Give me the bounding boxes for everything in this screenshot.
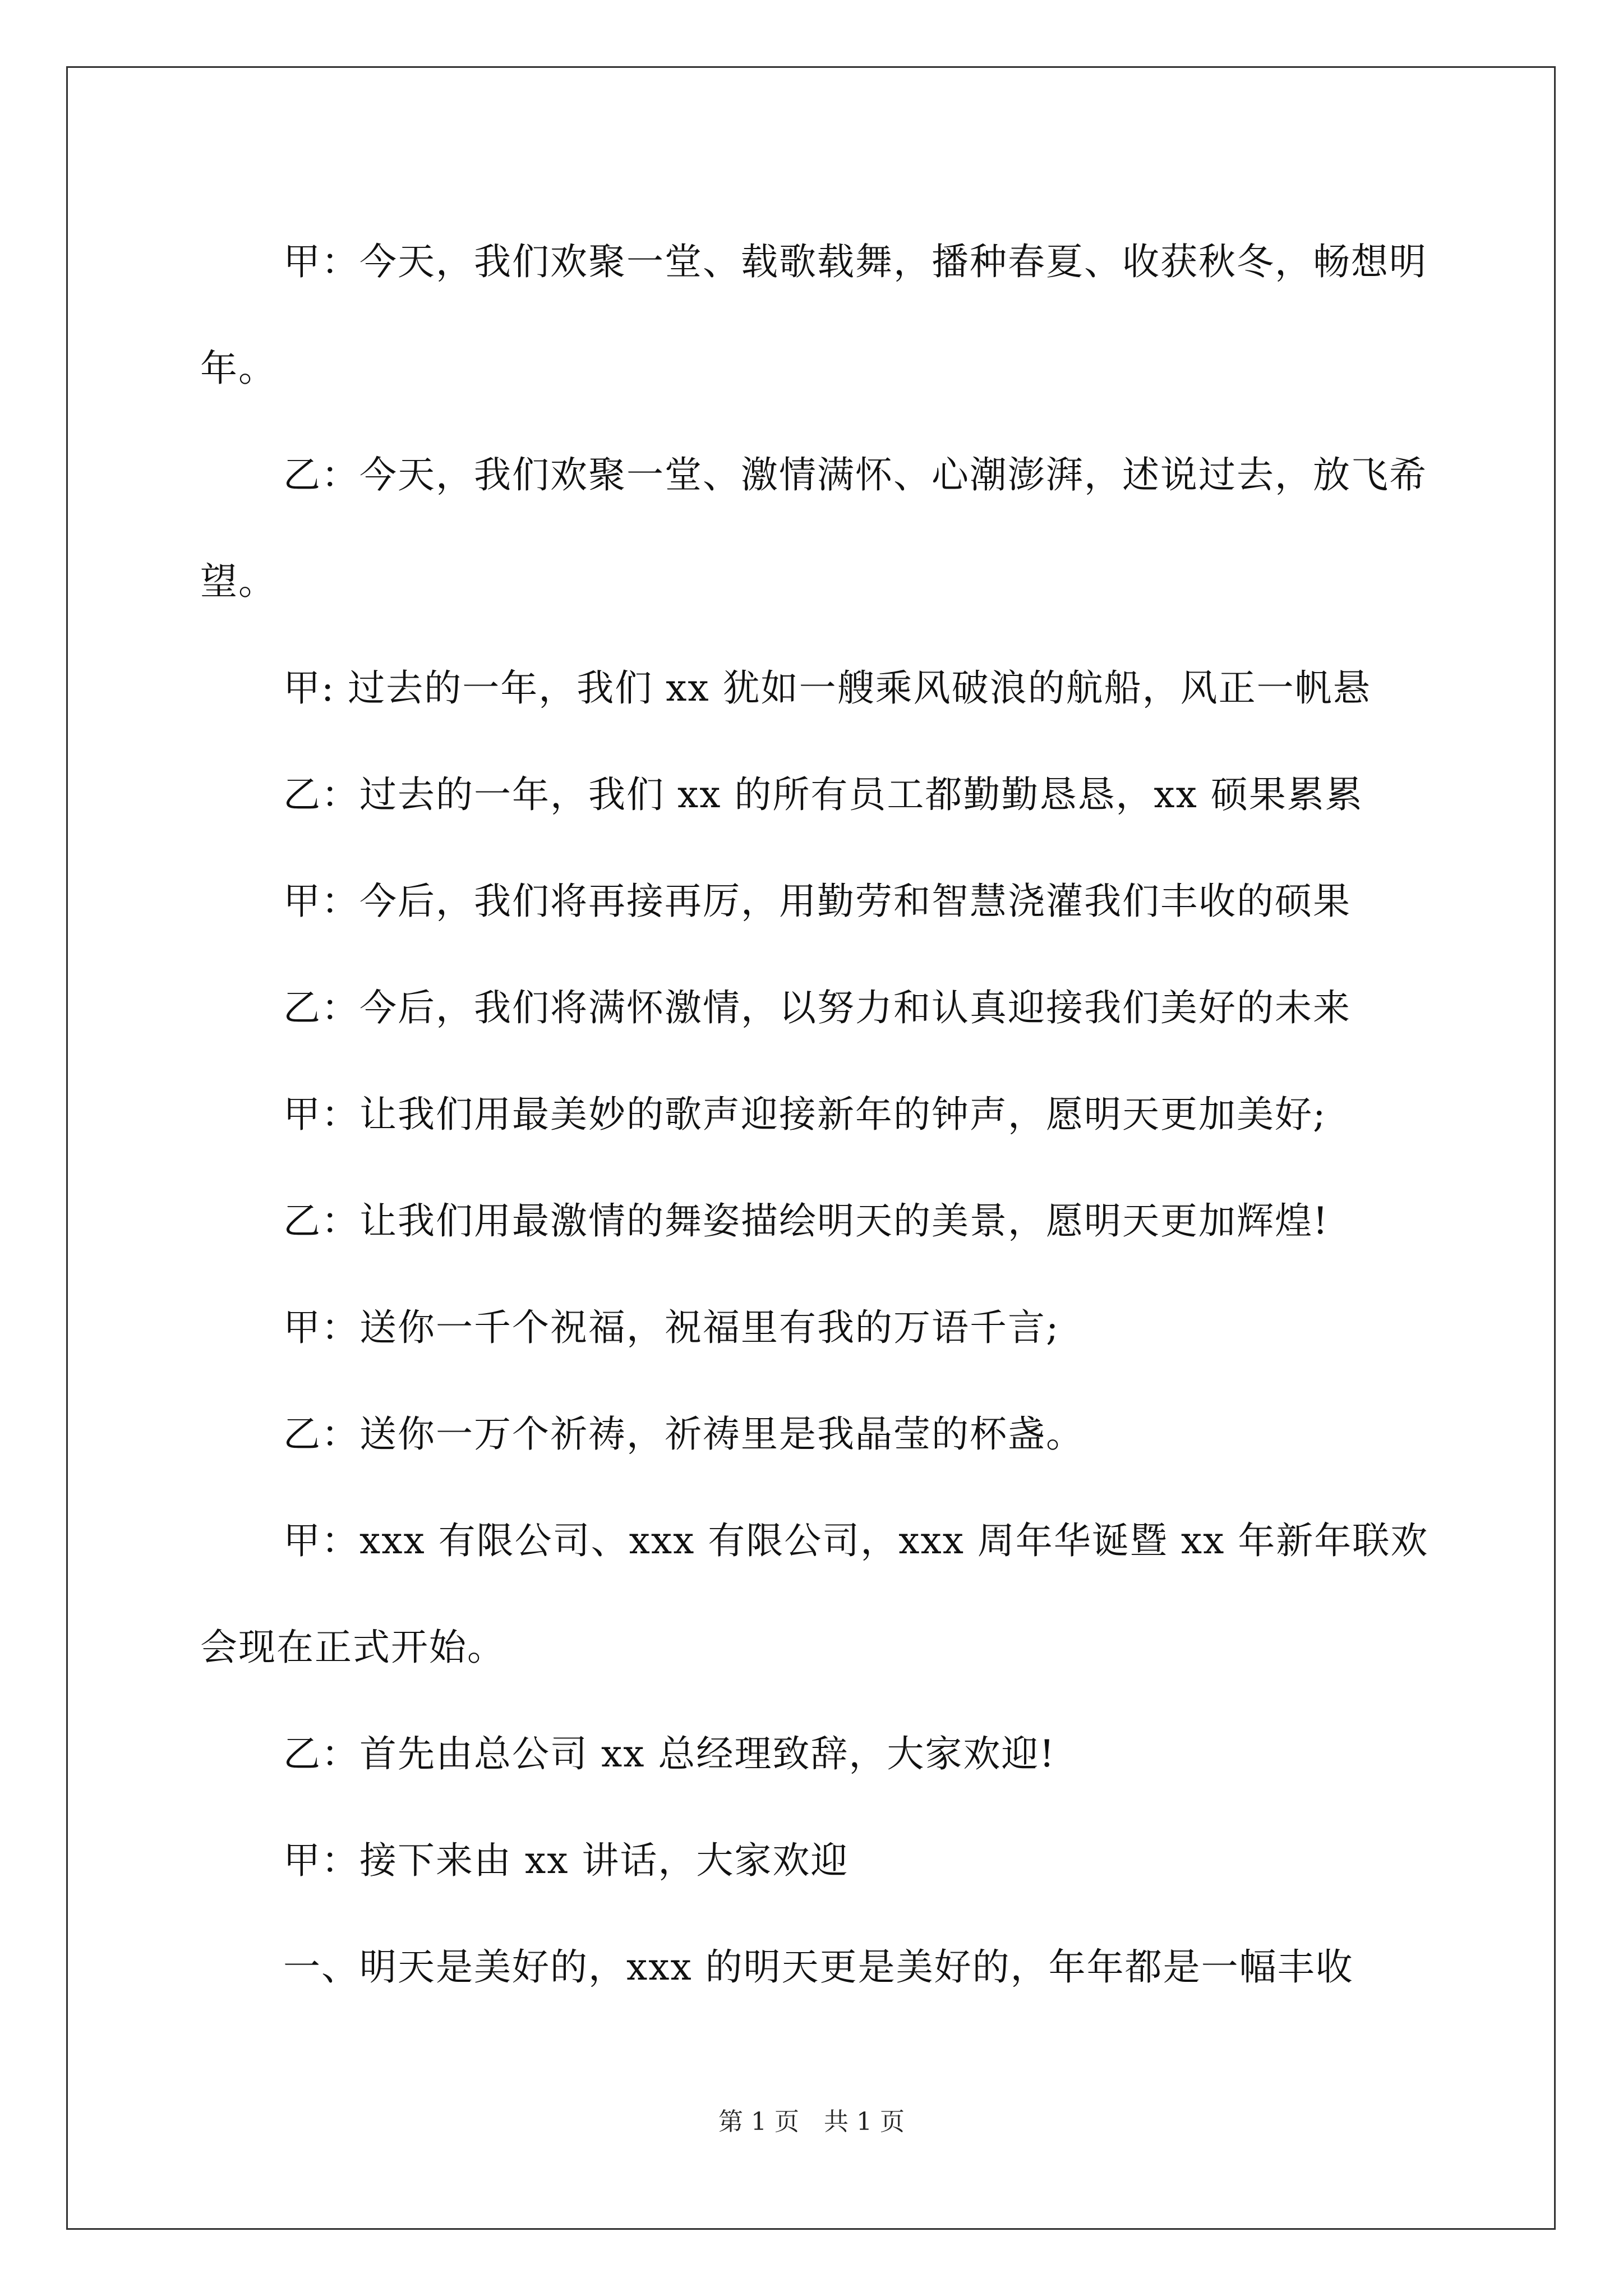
paragraph: 甲：让我们用最美妙的歌声迎接新年的钟声，愿明天更加美好;: [283, 1093, 1327, 1136]
paragraph: 乙：过去的一年，我们 xx 的所有员工都勤勤恳恳，xx 硕果累累: [283, 773, 1363, 816]
paragraph: 乙：让我们用最激情的舞姿描绘明天的美景，愿明天更加辉煌!: [283, 1199, 1329, 1243]
paragraph: 一、明天是美好的，xxx 的明天更是美好的，年年都是一幅丰收: [283, 1945, 1354, 1989]
paragraph: 甲: 过去的一年，我们 xx 犹如一艘乘风破浪的航船，风正一帆悬: [283, 666, 1371, 710]
page-footer: [0, 2101, 1623, 2137]
paragraph: 甲：送你一千个祝福，祝福里有我的万语千言;: [283, 1306, 1060, 1349]
paragraph: 乙：今后，我们将满怀激情，以努力和认真迎接我们美好的未来: [283, 986, 1351, 1029]
paragraph: 乙：送你一万个祈祷，祈祷里是我晶莹的杯盏。: [283, 1412, 1084, 1456]
paragraph: 甲：今天，我们欢聚一堂、载歌载舞，播种春夏、收获秋冬，畅想明年。: [200, 240, 1427, 390]
paragraph: 甲：接下来由 xx 讲话，大家欢迎: [283, 1839, 849, 1882]
paragraph: 乙：今天，我们欢聚一堂、激情满怀、心潮澎湃，述说过去，放飞希望。: [200, 453, 1427, 603]
page-number-label: 第 1 页 共 1 页: [718, 2108, 905, 2136]
paragraph: 甲：xxx 有限公司、xxx 有限公司，xxx 周年华诞暨 xx 年新年联欢会现在正式开始。: [200, 1519, 1429, 1669]
paragraph: 甲：今后，我们将再接再厉，用勤劳和智慧浇灌我们丰收的硕果: [283, 880, 1351, 923]
paragraph: 乙：首先由总公司 xx 总经理致辞，大家欢迎!: [283, 1732, 1055, 1775]
document-body: [200, 209, 1434, 2021]
